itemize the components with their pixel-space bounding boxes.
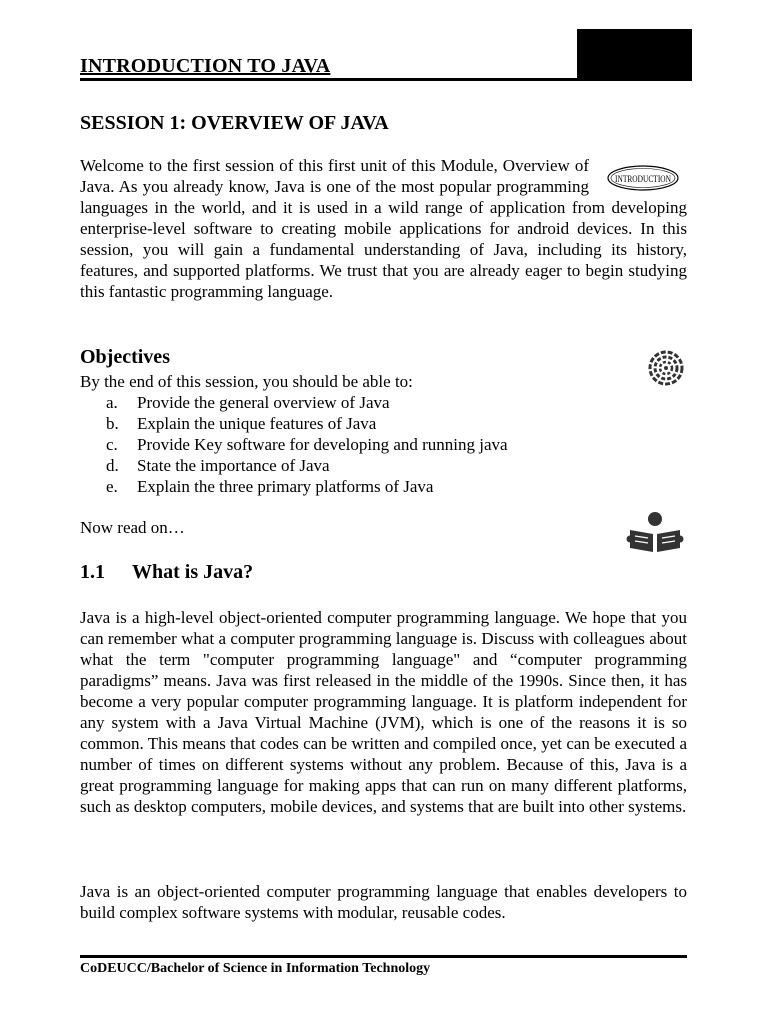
list-item [106,413,508,434]
section-title: What is Java? [132,561,254,583]
list-item-letter: d. [106,456,119,475]
list-item [106,476,508,497]
list-item-letter: a. [106,393,118,412]
section-number: 1.1 [80,561,105,583]
objectives-list [106,392,508,497]
list-item-text: Provide the general overview of Java [137,393,390,412]
objectives-intro: By the end of this session, you should be able to: [80,372,413,391]
reading-person-icon [626,510,684,554]
list-item-text: Explain the three primary platforms of Java [137,477,434,496]
list-item-letter: b. [106,414,119,433]
header-title: INTRODUCTION TO JAVA [80,55,331,77]
read-on-text: Now read on… [80,518,185,537]
introduction-badge-text: INTRODUCTION [615,175,672,185]
list-item-letter: e. [106,477,118,496]
list-item-text: State the importance of Java [137,456,330,475]
session-title: SESSION 1: OVERVIEW OF JAVA [80,112,389,134]
header-rule [80,78,692,81]
footer-rule [80,955,687,958]
intro-paragraph-text: Welcome to the first session of this first unit of this Module, Overview of Java. As you already know, Java is one of the most popular programming languages in the world, and it is used in a wild range of application from developing enterprise-level software to creating mobile applications for android devices. In this session, you will gain a fundamental understanding of Java, including its history, features, and supported platforms. We trust that you are already eager to begin studying this fantastic programming language. [80,156,687,301]
objectives-heading: Objectives [80,346,170,368]
header-black-tab [577,29,692,80]
section-heading [80,561,253,584]
intro-paragraph [80,155,687,302]
footer-text: CoDEUCC/Bachelor of Science in Information Technology [80,961,431,976]
target-icon [648,350,684,386]
list-item-letter: c. [106,435,118,454]
list-item-text: Provide Key software for developing and running java [137,435,508,454]
java-paragraph-1: Java is a high-level object-oriented computer programming language. We hope that you can remember what a computer programming language is. Discuss with colleagues about what the term "computer programming language" and “computer programming paradigms” means. Java was first released in the middle of the 1990s. Since then, it has become a very popular computer programming language. It is platform independent for any system with a Java Virtual Machine (JVM), which is one of the reasons it is so common. This means that codes can be written and compiled once, yet can be executed a number of times on different systems without any problem. Because of this, Java is a great programming language for making apps that can run on many different platforms, such as desktop computers, mobile devices, and systems that are built into other systems. [80,608,687,816]
list-item [106,434,508,455]
introduction-badge-icon [606,164,680,192]
list-item [106,392,508,413]
list-item-text: Explain the unique features of Java [137,414,377,433]
list-item [106,455,508,476]
java-paragraph-2: Java is an object-oriented computer programming language that enables developers to build complex software systems with modular, reusable codes. [80,882,687,922]
